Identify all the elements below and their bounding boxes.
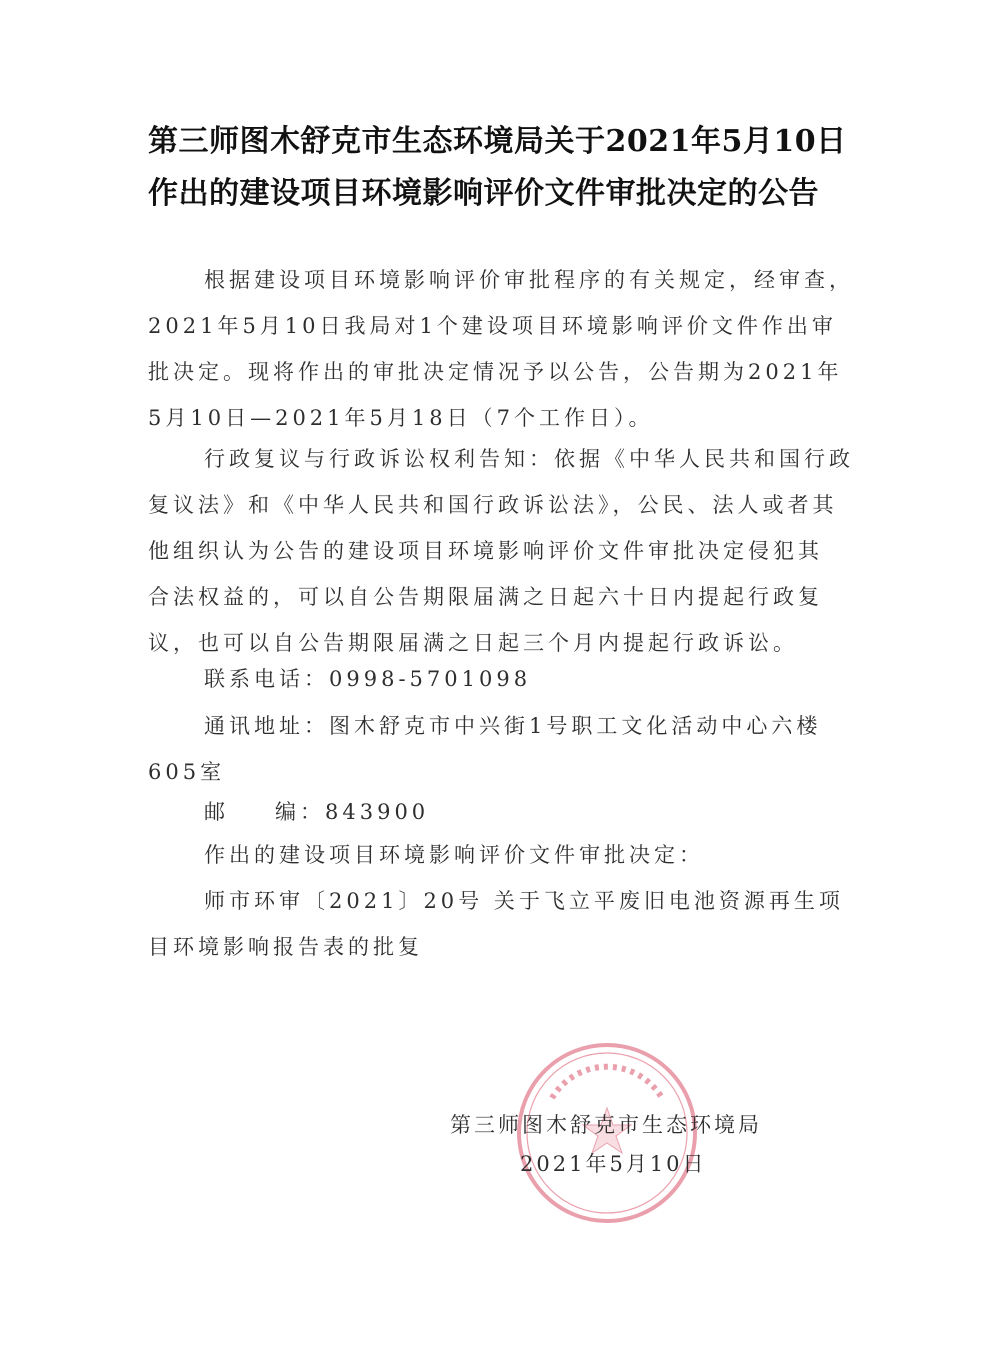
contact-address [148, 703, 838, 795]
paragraph-line: 5月10日—2021年5月18日（7个工作日）。 [148, 406, 654, 430]
paragraph-line: 2021年5月10日我局对1个建设项目环境影响评价文件作出审 [148, 314, 837, 338]
signature-organization: 第三师图木舒克市生态环境局 [450, 1113, 762, 1137]
decisions-heading [148, 832, 838, 878]
contact-postal-label-b: 编： [275, 800, 325, 824]
decision-item-line: 目环境影响报告表的批复 [148, 935, 423, 959]
document-title [148, 116, 848, 220]
decisions-heading-text: 作出的建设项目环境影响评价文件审批决定： [204, 843, 704, 867]
signature-date: 2021年5月10日 [520, 1152, 707, 1176]
paragraph-line: 他组织认为公告的建设项目环境影响评价文件审批决定侵犯其 [148, 539, 823, 563]
paragraph-line: 批决定。现将作出的审批决定情况予以公告，公告期为2021年 [148, 360, 843, 384]
contact-address-room: 605室 [148, 760, 226, 784]
contact-address-label: 通讯地址： [204, 714, 329, 738]
contact-phone-value: 0998-5701098 [329, 667, 532, 691]
paragraph-rights-notice [148, 436, 854, 666]
paragraph-line: 复议法》和《中华人民共和国行政诉讼法》，公民、法人或者其 [148, 493, 838, 517]
contact-postal [148, 789, 838, 835]
contact-postal-label-a: 邮 [204, 800, 229, 824]
contact-address-value: 图木舒克市中兴街1号职工文化活动中心六楼 [329, 714, 822, 738]
paragraph-line: 根据建设项目环境影响评价审批程序的有关规定，经审查， [204, 268, 854, 292]
title-line-1: 第三师图木舒克市生态环境局关于2021年5月10日 [148, 124, 847, 159]
paragraph-line: 合法权益的，可以自公告期限届满之日起六十日内提起行政复 [148, 585, 823, 609]
decision-item [148, 878, 844, 970]
decision-item-line: 师市环审〔2021〕20号 关于飞立平废旧电池资源再生项 [204, 889, 844, 913]
contact-phone [148, 656, 838, 702]
title-line-2: 作出的建设项目环境影响评价文件审批决定的公告 [148, 176, 819, 211]
contact-phone-label: 联系电话： [204, 667, 329, 691]
paragraph-review-notice [148, 257, 854, 441]
paragraph-line: 行政复议与行政诉讼权利告知：依据《中华人民共和国行政 [204, 447, 854, 471]
contact-postal-value: 843900 [325, 800, 430, 824]
paragraph-line: 议，也可以自公告期限届满之日起三个月内提起行政诉讼。 [148, 631, 798, 655]
